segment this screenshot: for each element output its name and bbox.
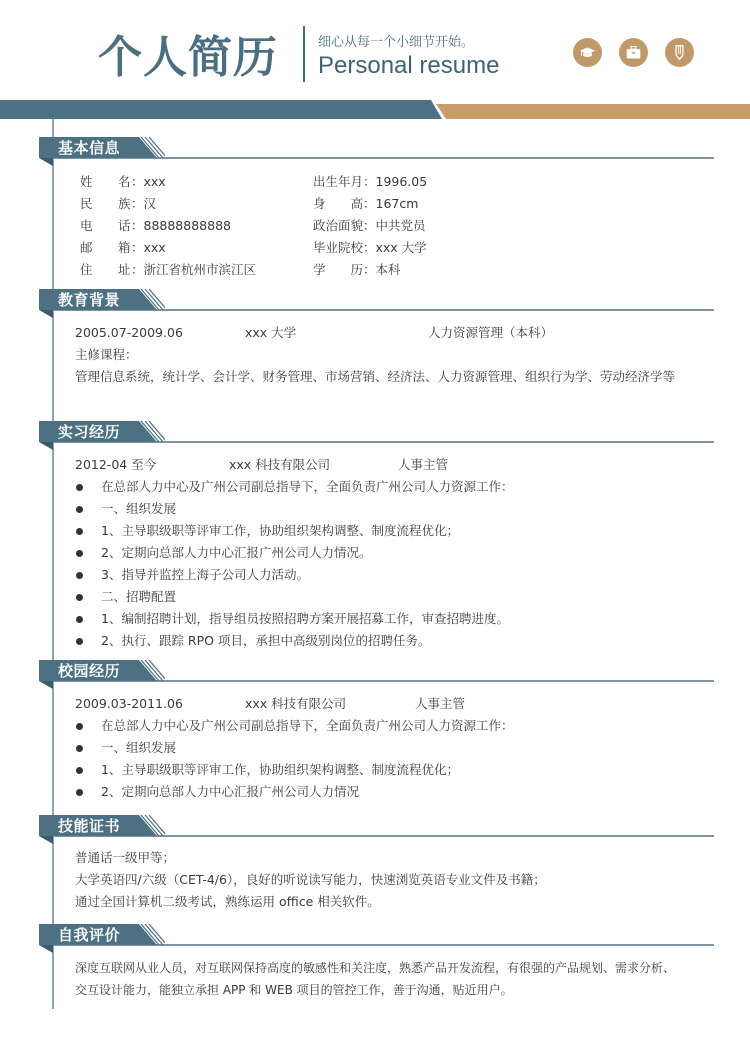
skill-line: 普通话一级甲等； (75, 850, 176, 865)
section-header-self-evaluation (39, 924, 714, 954)
campus-period: 2009.03-2011.06 (75, 696, 183, 711)
label-char: 族 (118, 196, 131, 211)
briefcase-icon (619, 38, 648, 67)
bullet-icon (76, 550, 83, 557)
section-title: 基本信息 (58, 139, 121, 157)
section-fold (39, 158, 53, 166)
section-title: 技能证书 (58, 817, 121, 835)
courses-label: 主修课程： (75, 347, 138, 362)
list-item: 在总部人力中心及广州公司副总指导下，全面负责广州公司人力资源工作： (101, 718, 514, 733)
section-header-campus (39, 660, 714, 690)
address-value: ：浙江省杭州市滨江区 (131, 262, 257, 277)
resume-title: 个人简历 (98, 32, 278, 83)
stripes-decoration (135, 924, 165, 945)
list-item: 在总部人力中心及广州公司副总指导下，全面负责广州公司人力资源工作： (101, 479, 514, 494)
birth-value: ：1996.05 (363, 174, 428, 189)
bullet-icon (76, 572, 83, 579)
school-label: 毕业院校 (313, 240, 364, 255)
ethnicity-value: ：汉 (131, 196, 157, 211)
bullet-icon (76, 484, 83, 491)
bullet-icon (76, 767, 83, 774)
degree-value: ：本科 (363, 262, 401, 277)
courses-list: 管理信息系统，统计学、会计学、财务管理、市场营销、经济法、人力资源管理、组织行为学、劳动经济学等 (75, 369, 676, 384)
stripes-decoration (135, 660, 165, 681)
bullet-icon (76, 789, 83, 796)
bullet-icon (76, 528, 83, 535)
campus-company: xxx 科技有限公司 (245, 696, 347, 711)
label-char: 址 (118, 262, 131, 277)
graduation-cap-icon (573, 38, 602, 67)
bullet-icon (76, 745, 83, 752)
birth-label: 出生年月 (313, 174, 364, 189)
resume-english-title: Personal resume (318, 52, 500, 79)
internship-company: xxx 科技有限公司 (229, 457, 331, 472)
section-title: 教育背景 (58, 291, 121, 309)
skill-line: 通过全国计算机二级考试，熟练运用 office 相关软件。 (75, 894, 380, 909)
bullet-icon (76, 616, 83, 623)
section-header-skills (39, 815, 714, 845)
stripes-decoration (135, 289, 165, 310)
label-char: 邮 (80, 240, 93, 255)
self-evaluation-line: 交互设计能力，能独立承担 APP 和 WEB 项目的管控工作，善于沟通，贴近用户。 (75, 983, 513, 997)
section-fold (39, 310, 53, 318)
header-icons (573, 38, 694, 67)
label-char: 民 (80, 196, 93, 211)
section-header-basic-info (39, 137, 714, 167)
list-item: 二、招聘配置 (101, 589, 177, 604)
section-header-internship (39, 421, 714, 451)
height-label: 身 高 (313, 196, 364, 211)
stripes-decoration (135, 137, 165, 158)
section-fold (39, 681, 53, 689)
section-fold (39, 836, 53, 844)
internship-period: 2012-04 至今 (75, 457, 157, 472)
timeline-line (52, 119, 54, 1009)
politics-label: 政治面貌 (313, 218, 364, 233)
section-title: 实习经历 (58, 423, 121, 441)
list-item: 一、组织发展 (101, 740, 177, 755)
list-item: 3、指导并监控上海子公司人力活动。 (101, 567, 309, 582)
bullet-icon (76, 594, 83, 601)
education-major: 人力资源管理（本科） (428, 325, 554, 340)
label-char: 话 (118, 218, 131, 233)
label-char: 住 (80, 262, 93, 277)
stripes-decoration (135, 815, 165, 836)
phone-value: ：88888888888 (131, 218, 231, 233)
title-divider (303, 26, 305, 82)
section-fold (39, 945, 53, 953)
stripes-decoration (135, 421, 165, 442)
self-evaluation-line: 深度互联网从业人员，对互联网保持高度的敏感性和关注度，熟悉产品开发流程，有很强的产品规划、需求分析、 (75, 961, 676, 975)
bullet-icon (76, 723, 83, 730)
label-char: 名 (118, 174, 131, 189)
name-value: ：xxx (131, 174, 166, 189)
section-title: 自我评价 (58, 926, 121, 944)
education-school: xxx 大学 (245, 325, 297, 340)
height-value: ：167cm (363, 196, 419, 211)
section-fold (39, 442, 53, 450)
list-item: 1、编制招聘计划，指导组员按照招聘方案开展招募工作，审查招聘进度。 (101, 611, 509, 626)
label-char: 电 (80, 218, 93, 233)
list-item: 1、主导职级职等评审工作，协助组织架构调整、制度流程优化； (101, 523, 459, 538)
education-period: 2005.07-2009.06 (75, 325, 183, 340)
degree-label: 学 历 (313, 262, 364, 277)
bullet-icon (76, 638, 83, 645)
list-item: 1、主导职级职等评审工作，协助组织架构调整、制度流程优化； (101, 762, 459, 777)
bullet-icon (76, 506, 83, 513)
campus-position: 人事主管 (415, 696, 466, 711)
list-item: 2、定期向总部人力中心汇报广州公司人力情况。 (101, 545, 372, 560)
list-item: 一、组织发展 (101, 501, 177, 516)
label-char: 箱 (118, 240, 131, 255)
politics-value: ：中共党员 (363, 218, 426, 233)
list-item: 2、执行、跟踪 RPO 项目，承担中高级别岗位的招聘任务。 (101, 633, 431, 648)
list-item: 2、定期向总部人力中心汇报广州公司人力情况 (101, 784, 359, 799)
school-value: ：xxx 大学 (363, 240, 427, 255)
skill-line: 大学英语四/六级（CET-4/6），良好的听说读写能力，快速浏览英语专业文件及书籍； (75, 872, 546, 887)
header-bar-gold (436, 104, 750, 119)
section-header-education (39, 289, 714, 319)
resume-subtitle: 细心从每一个小细节开始。 (318, 35, 475, 50)
section-title: 校园经历 (58, 662, 121, 680)
label-char: 姓 (80, 174, 93, 189)
internship-position: 人事主管 (398, 457, 449, 472)
header-bar-blue (0, 100, 442, 119)
email-value: ：xxx (131, 240, 166, 255)
pencil-icon (665, 38, 694, 67)
